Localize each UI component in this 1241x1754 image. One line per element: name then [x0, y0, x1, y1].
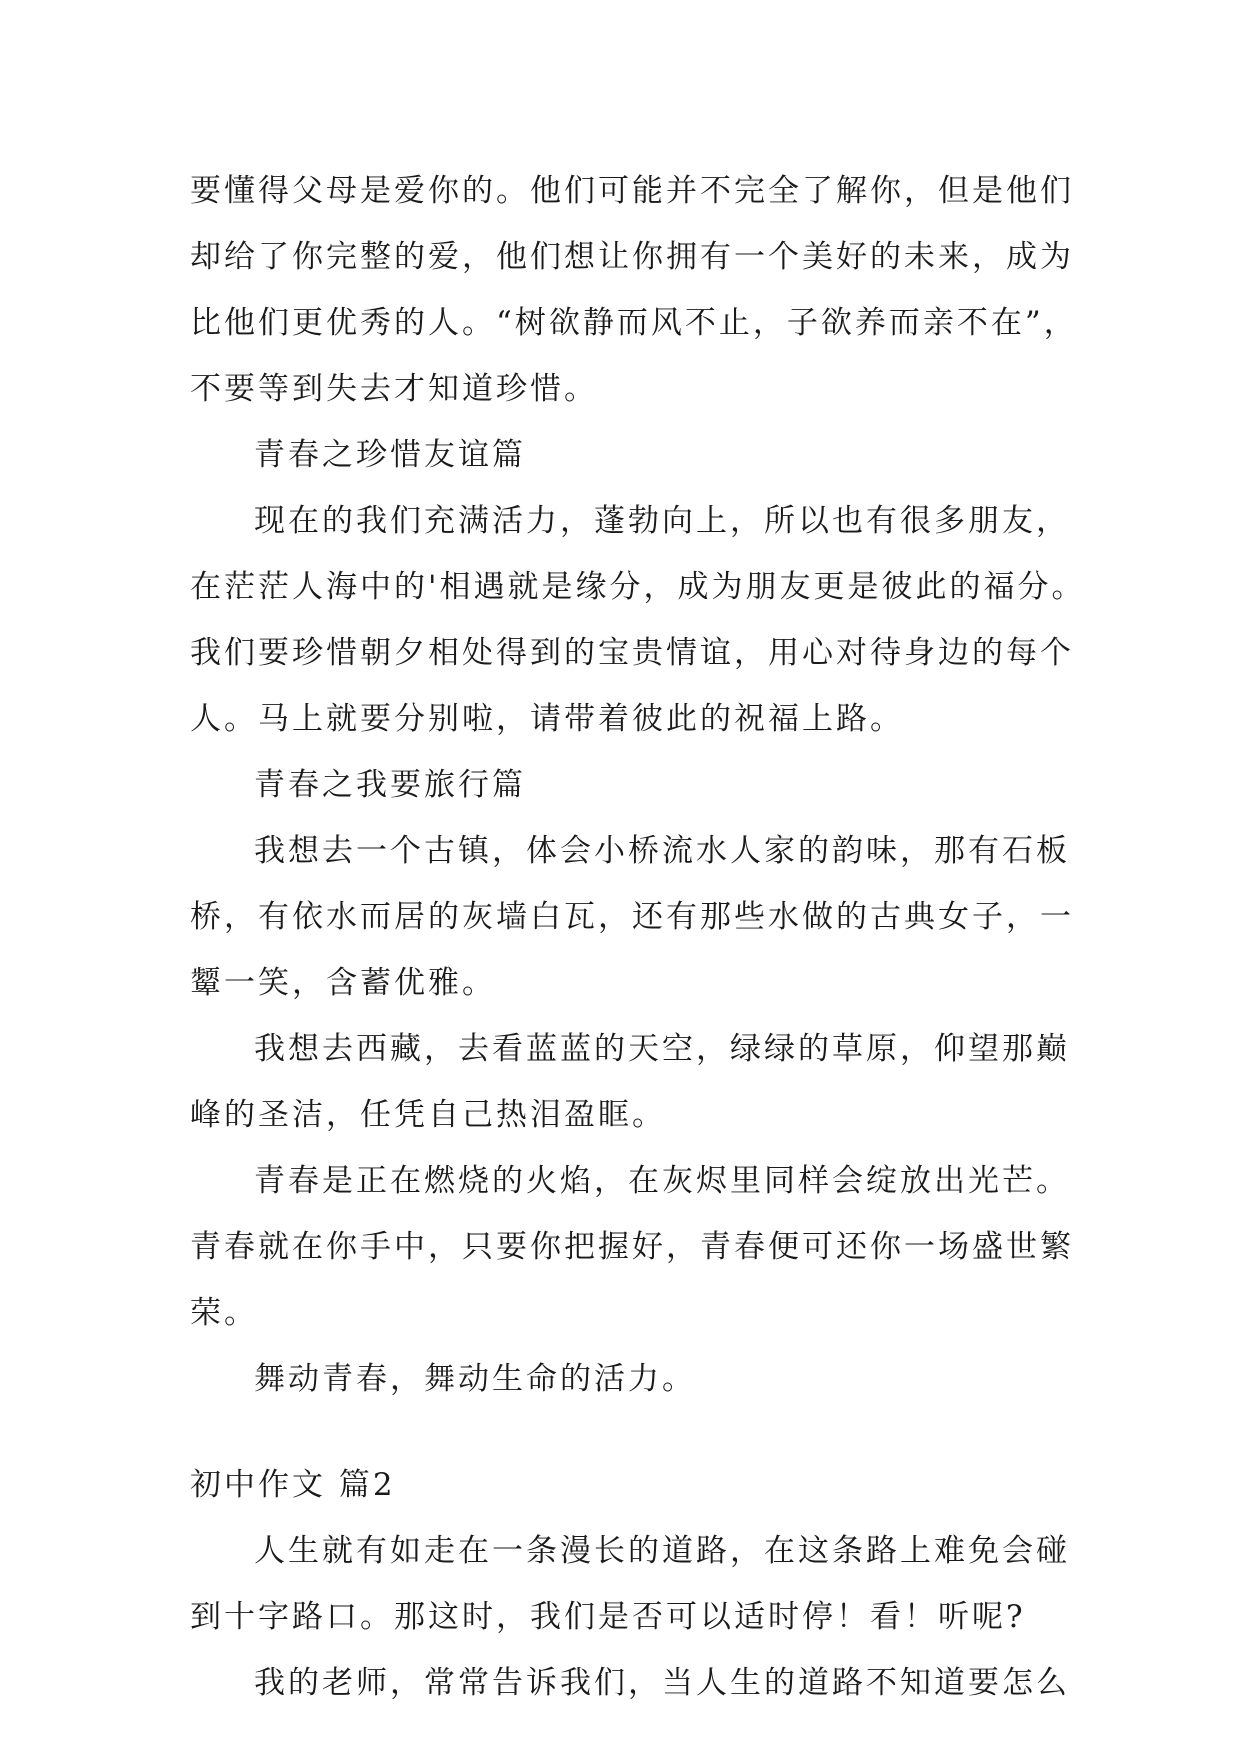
- paragraph-line: 我的老师，常常告诉我们，当人生的道路不知道要怎么: [254, 1665, 1070, 1701]
- paragraph-line: 在茫茫人海中的'相遇就是缘分，成为朋友更是彼此的福分。: [190, 569, 1086, 605]
- paragraph-line: 我们要珍惜朝夕相处得到的宝贵情谊，用心对待身边的每个: [190, 635, 1074, 671]
- paragraph-line: 颦一笑，含蓄优雅。: [190, 965, 496, 1001]
- section-heading: 青春之我要旅行篇: [254, 767, 526, 803]
- paragraph-line: 峰的圣洁，任凭自己热泪盈眶。: [190, 1097, 666, 1133]
- paragraph-line: 比他们更优秀的人。“树欲静而风不止，子欲养而亲不在”，: [190, 305, 1078, 341]
- paragraph-line: 舞动青春，舞动生命的活力。: [254, 1361, 696, 1397]
- paragraph-line: 青春是正在燃烧的火焰，在灰烬里同样会绽放出光芒。: [254, 1163, 1070, 1199]
- paragraph-line: 青春就在你手中，只要你把握好，青春便可还你一场盛世繁: [190, 1229, 1074, 1265]
- paragraph-line: 不要等到失去才知道珍惜。: [190, 371, 598, 407]
- paragraph-line: 桥，有依水而居的灰墙白瓦，还有那些水做的古典女子，一: [190, 899, 1074, 935]
- paragraph-line: 人。马上就要分别啦，请带着彼此的祝福上路。: [190, 701, 904, 737]
- paragraph-line: 现在的我们充满活力，蓬勃向上，所以也有很多朋友，: [254, 503, 1070, 539]
- paragraph-line: 我想去西藏，去看蓝蓝的天空，绿绿的草原，仰望那巅: [254, 1031, 1070, 1067]
- paragraph-line: 却给了你完整的爱，他们想让你拥有一个美好的未来，成为: [190, 239, 1074, 275]
- document-body: [190, 158, 1086, 1716]
- paragraph-line: 要懂得父母是爱你的。他们可能并不完全了解你，但是他们: [190, 173, 1074, 209]
- section-spacer: [190, 1412, 1080, 1452]
- paragraph-line: 人生就有如走在一条漫长的道路，在这条路上难免会碰: [254, 1533, 1070, 1569]
- paragraph-line: 到十字路口。那这时，我们是否可以适时停！看！听呢?: [190, 1599, 1026, 1635]
- section-heading: 青春之珍惜友谊篇: [254, 437, 526, 473]
- paragraph-line: 荣。: [190, 1295, 258, 1331]
- article-title: 初中作文 篇2: [190, 1467, 396, 1503]
- paragraph-line: 我想去一个古镇，体会小桥流水人家的韵味，那有石板: [254, 833, 1070, 869]
